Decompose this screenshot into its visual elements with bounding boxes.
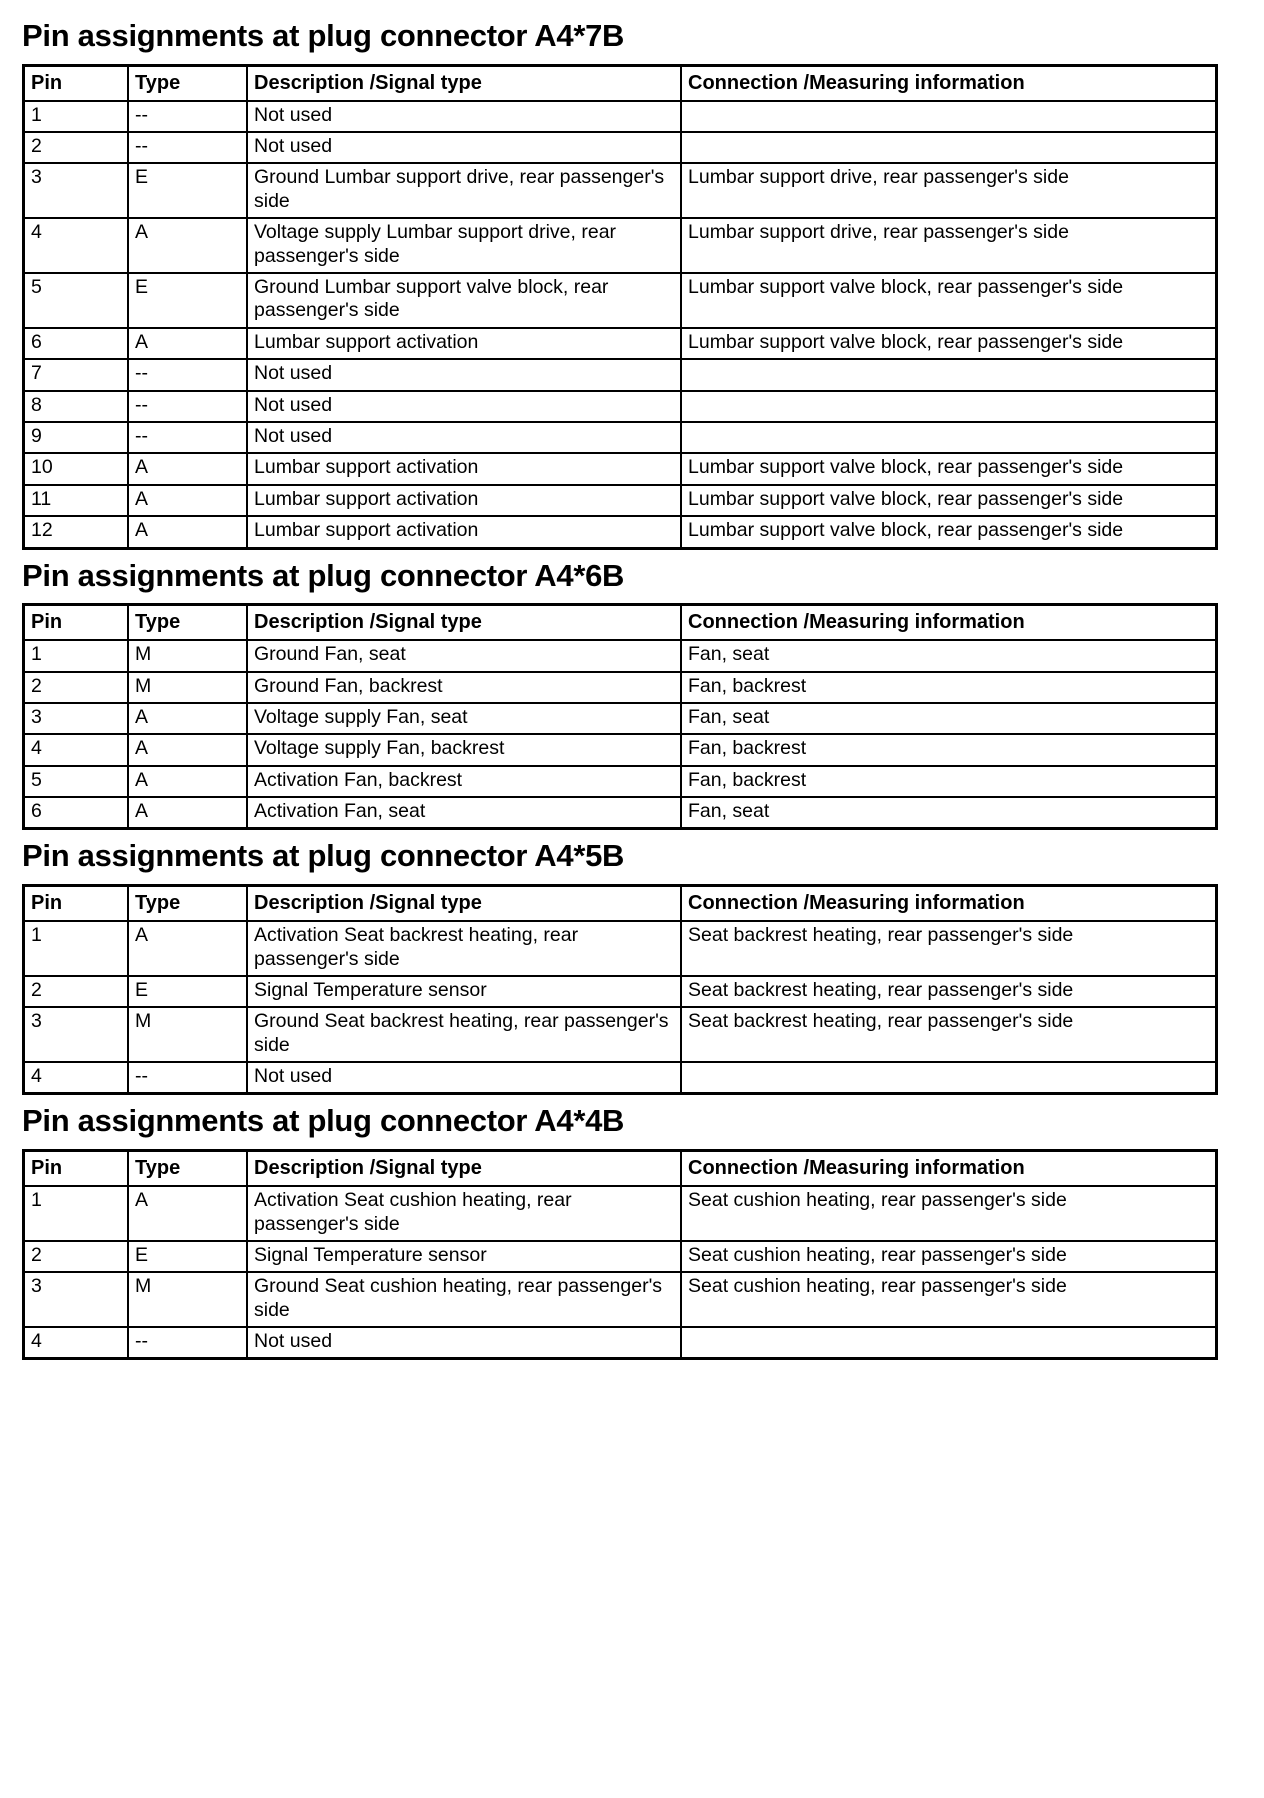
cell-pin: 11 bbox=[24, 485, 129, 516]
cell-connection bbox=[681, 1062, 1217, 1094]
table-header-row bbox=[24, 65, 1217, 101]
cell-description: Ground Lumbar support valve block, rear passenger's side bbox=[247, 273, 681, 328]
cell-pin: 4 bbox=[24, 734, 129, 765]
cell-connection bbox=[681, 1327, 1217, 1359]
cell-description: Not used bbox=[247, 1062, 681, 1094]
cell-connection bbox=[681, 391, 1217, 422]
table-row bbox=[24, 101, 1217, 132]
cell-description: Ground Seat backrest heating, rear passenger's side bbox=[247, 1007, 681, 1062]
cell-type: A bbox=[128, 734, 247, 765]
table-row bbox=[24, 1007, 1217, 1062]
cell-pin: 4 bbox=[24, 218, 129, 273]
cell-pin: 4 bbox=[24, 1327, 129, 1359]
cell-type: A bbox=[128, 921, 247, 976]
cell-type: E bbox=[128, 273, 247, 328]
cell-type: A bbox=[128, 797, 247, 829]
cell-pin: 10 bbox=[24, 453, 129, 484]
cell-type: A bbox=[128, 485, 247, 516]
column-header-type: Type bbox=[128, 1151, 247, 1187]
cell-type: E bbox=[128, 163, 247, 218]
cell-connection: Seat backrest heating, rear passenger's side bbox=[681, 1007, 1217, 1062]
table-header-row bbox=[24, 1151, 1217, 1187]
table-row bbox=[24, 672, 1217, 703]
cell-connection bbox=[681, 359, 1217, 390]
table-row bbox=[24, 218, 1217, 273]
column-header-description: Description /Signal type bbox=[247, 605, 681, 641]
cell-type: -- bbox=[128, 391, 247, 422]
cell-connection: Lumbar support valve block, rear passenger's side bbox=[681, 273, 1217, 328]
table-row bbox=[24, 703, 1217, 734]
pin-assignment-section bbox=[22, 1103, 1242, 1360]
cell-pin: 8 bbox=[24, 391, 129, 422]
cell-type: E bbox=[128, 1241, 247, 1272]
cell-description: Lumbar support activation bbox=[247, 485, 681, 516]
cell-description: Voltage supply Fan, seat bbox=[247, 703, 681, 734]
cell-connection: Fan, backrest bbox=[681, 766, 1217, 797]
table-row bbox=[24, 359, 1217, 390]
cell-pin: 2 bbox=[24, 132, 129, 163]
column-header-connection: Connection /Measuring information bbox=[681, 65, 1217, 101]
column-header-pin: Pin bbox=[24, 886, 129, 922]
cell-connection: Lumbar support valve block, rear passenger's side bbox=[681, 516, 1217, 548]
cell-description: Ground Seat cushion heating, rear passenger's side bbox=[247, 1272, 681, 1327]
cell-connection: Seat backrest heating, rear passenger's side bbox=[681, 976, 1217, 1007]
cell-connection: Fan, seat bbox=[681, 640, 1217, 671]
cell-description: Signal Temperature sensor bbox=[247, 976, 681, 1007]
table-row bbox=[24, 328, 1217, 359]
cell-connection: Seat cushion heating, rear passenger's side bbox=[681, 1241, 1217, 1272]
cell-description: Lumbar support activation bbox=[247, 453, 681, 484]
cell-description: Voltage supply Lumbar support drive, rear passenger's side bbox=[247, 218, 681, 273]
cell-type: -- bbox=[128, 1062, 247, 1094]
cell-connection: Seat cushion heating, rear passenger's side bbox=[681, 1186, 1217, 1241]
cell-connection: Fan, backrest bbox=[681, 672, 1217, 703]
cell-pin: 5 bbox=[24, 766, 129, 797]
table-row bbox=[24, 1186, 1217, 1241]
cell-pin: 7 bbox=[24, 359, 129, 390]
table-row bbox=[24, 640, 1217, 671]
cell-type: -- bbox=[128, 1327, 247, 1359]
cell-connection: Lumbar support drive, rear passenger's side bbox=[681, 163, 1217, 218]
cell-type: A bbox=[128, 703, 247, 734]
cell-connection: Lumbar support valve block, rear passenger's side bbox=[681, 328, 1217, 359]
section-title: Pin assignments at plug connector A4*4B bbox=[22, 1103, 625, 1139]
table-row bbox=[24, 453, 1217, 484]
column-header-connection: Connection /Measuring information bbox=[681, 1151, 1217, 1187]
cell-pin: 5 bbox=[24, 273, 129, 328]
cell-pin: 1 bbox=[24, 1186, 129, 1241]
cell-connection: Fan, seat bbox=[681, 797, 1217, 829]
cell-description: Not used bbox=[247, 391, 681, 422]
cell-type: -- bbox=[128, 132, 247, 163]
column-header-description: Description /Signal type bbox=[247, 886, 681, 922]
cell-connection bbox=[681, 422, 1217, 453]
cell-description: Activation Fan, backrest bbox=[247, 766, 681, 797]
cell-type: A bbox=[128, 516, 247, 548]
cell-description: Voltage supply Fan, backrest bbox=[247, 734, 681, 765]
pin-assignment-section bbox=[22, 838, 1242, 1095]
cell-type: M bbox=[128, 1007, 247, 1062]
cell-description: Not used bbox=[247, 422, 681, 453]
table-row bbox=[24, 921, 1217, 976]
column-header-description: Description /Signal type bbox=[247, 1151, 681, 1187]
cell-description: Ground Lumbar support drive, rear passenger's side bbox=[247, 163, 681, 218]
table-row bbox=[24, 1327, 1217, 1359]
column-header-pin: Pin bbox=[24, 65, 129, 101]
cell-connection: Lumbar support valve block, rear passenger's side bbox=[681, 453, 1217, 484]
cell-description: Activation Fan, seat bbox=[247, 797, 681, 829]
table-row bbox=[24, 422, 1217, 453]
cell-pin: 4 bbox=[24, 1062, 129, 1094]
cell-type: A bbox=[128, 218, 247, 273]
cell-type: M bbox=[128, 1272, 247, 1327]
cell-description: Lumbar support activation bbox=[247, 516, 681, 548]
table-row bbox=[24, 391, 1217, 422]
cell-description: Activation Seat backrest heating, rear passenger's side bbox=[247, 921, 681, 976]
cell-connection: Lumbar support drive, rear passenger's side bbox=[681, 218, 1217, 273]
cell-pin: 6 bbox=[24, 797, 129, 829]
table-row bbox=[24, 734, 1217, 765]
section-title: Pin assignments at plug connector A4*5B bbox=[22, 838, 625, 874]
cell-description: Not used bbox=[247, 132, 681, 163]
cell-pin: 12 bbox=[24, 516, 129, 548]
cell-pin: 3 bbox=[24, 1272, 129, 1327]
cell-connection: Fan, backrest bbox=[681, 734, 1217, 765]
cell-type: E bbox=[128, 976, 247, 1007]
column-header-pin: Pin bbox=[24, 605, 129, 641]
pin-assignment-table bbox=[22, 884, 1218, 1095]
table-row bbox=[24, 797, 1217, 829]
cell-type: A bbox=[128, 1186, 247, 1241]
cell-pin: 9 bbox=[24, 422, 129, 453]
table-row bbox=[24, 1272, 1217, 1327]
section-title: Pin assignments at plug connector A4*7B bbox=[22, 18, 625, 53]
cell-type: A bbox=[128, 766, 247, 797]
sections-container bbox=[22, 18, 1242, 1360]
column-header-type: Type bbox=[128, 65, 247, 101]
cell-pin: 2 bbox=[24, 1241, 129, 1272]
cell-description: Lumbar support activation bbox=[247, 328, 681, 359]
table-row bbox=[24, 1062, 1217, 1094]
cell-description: Not used bbox=[247, 359, 681, 390]
cell-connection: Fan, seat bbox=[681, 703, 1217, 734]
cell-pin: 1 bbox=[24, 101, 129, 132]
cell-connection: Seat cushion heating, rear passenger's side bbox=[681, 1272, 1217, 1327]
cell-description: Not used bbox=[247, 1327, 681, 1359]
table-row bbox=[24, 163, 1217, 218]
pin-assignment-section bbox=[22, 18, 1242, 550]
cell-pin: 3 bbox=[24, 703, 129, 734]
cell-description: Signal Temperature sensor bbox=[247, 1241, 681, 1272]
cell-description: Ground Fan, backrest bbox=[247, 672, 681, 703]
cell-pin: 2 bbox=[24, 976, 129, 1007]
column-header-description: Description /Signal type bbox=[247, 65, 681, 101]
table-row bbox=[24, 766, 1217, 797]
cell-description: Activation Seat cushion heating, rear passenger's side bbox=[247, 1186, 681, 1241]
cell-connection: Lumbar support valve block, rear passenger's side bbox=[681, 485, 1217, 516]
cell-type: M bbox=[128, 640, 247, 671]
pin-assignment-table bbox=[22, 64, 1218, 550]
cell-type: A bbox=[128, 328, 247, 359]
cell-pin: 3 bbox=[24, 163, 129, 218]
table-header-row bbox=[24, 605, 1217, 641]
pin-assignment-section bbox=[22, 558, 1242, 831]
column-header-connection: Connection /Measuring information bbox=[681, 605, 1217, 641]
column-header-type: Type bbox=[128, 605, 247, 641]
cell-type: A bbox=[128, 453, 247, 484]
column-header-connection: Connection /Measuring information bbox=[681, 886, 1217, 922]
cell-type: -- bbox=[128, 422, 247, 453]
section-title: Pin assignments at plug connector A4*6B bbox=[22, 557, 625, 593]
cell-description: Ground Fan, seat bbox=[247, 640, 681, 671]
cell-pin: 1 bbox=[24, 640, 129, 671]
cell-pin: 6 bbox=[24, 328, 129, 359]
table-header-row bbox=[24, 886, 1217, 922]
table-row bbox=[24, 485, 1217, 516]
column-header-pin: Pin bbox=[24, 1151, 129, 1187]
table-row bbox=[24, 516, 1217, 548]
cell-connection bbox=[681, 101, 1217, 132]
pin-assignment-table bbox=[22, 1149, 1218, 1360]
cell-pin: 3 bbox=[24, 1007, 129, 1062]
cell-type: M bbox=[128, 672, 247, 703]
cell-connection bbox=[681, 132, 1217, 163]
table-row bbox=[24, 1241, 1217, 1272]
table-row bbox=[24, 132, 1217, 163]
cell-type: -- bbox=[128, 359, 247, 390]
cell-connection: Seat backrest heating, rear passenger's side bbox=[681, 921, 1217, 976]
cell-pin: 1 bbox=[24, 921, 129, 976]
cell-pin: 2 bbox=[24, 672, 129, 703]
cell-description: Not used bbox=[247, 101, 681, 132]
table-row bbox=[24, 273, 1217, 328]
pin-assignment-table bbox=[22, 603, 1218, 830]
table-row bbox=[24, 976, 1217, 1007]
cell-type: -- bbox=[128, 101, 247, 132]
column-header-type: Type bbox=[128, 886, 247, 922]
